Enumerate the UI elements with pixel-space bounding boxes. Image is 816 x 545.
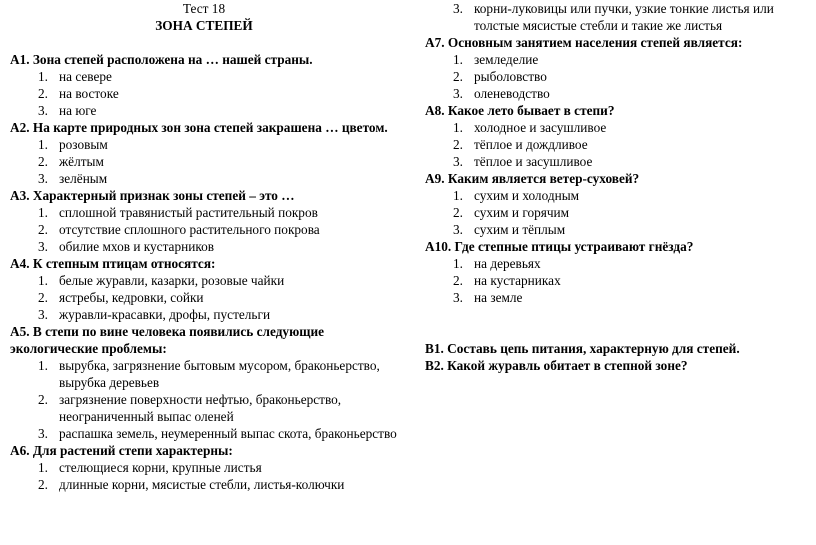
option-number: 1. <box>453 120 463 135</box>
option-number: 3. <box>38 103 48 118</box>
option-text: на севере <box>59 69 112 84</box>
answer-options <box>425 187 805 238</box>
a6-continued-options <box>425 0 805 34</box>
left-question-list <box>10 51 398 493</box>
answer-option <box>10 476 398 493</box>
option-number: 2. <box>38 290 48 305</box>
answer-option <box>10 306 398 323</box>
option-number: 1. <box>38 460 48 475</box>
option-number: 3. <box>453 86 463 101</box>
option-text: сухим и горячим <box>474 205 570 220</box>
option-number: 3. <box>38 171 48 186</box>
answer-option <box>10 238 398 255</box>
right-question-list <box>425 34 805 306</box>
option-number: 2. <box>453 69 463 84</box>
option-number: 2. <box>38 477 48 492</box>
option-number: 1. <box>38 205 48 220</box>
option-text: журавли-красавки, дрофы, пустельги <box>59 307 271 322</box>
answer-option <box>10 459 398 476</box>
option-text: сухим и холодным <box>474 188 580 203</box>
answer-option <box>10 289 398 306</box>
option-number: 3. <box>453 290 463 305</box>
question-heading: А5. В степи по вине человека появились следующие экологические проблемы: <box>10 324 325 356</box>
question-heading: А3. Характерный признак зоны степей – это … <box>10 188 295 203</box>
answer-option <box>10 170 398 187</box>
option-number: 1. <box>38 69 48 84</box>
answer-option <box>425 204 805 221</box>
option-text: на деревьях <box>474 256 541 271</box>
test-topic: ЗОНА СТЕПЕЙ <box>155 18 253 33</box>
option-text: тёплое и дождливое <box>474 137 588 152</box>
answer-options <box>10 136 398 187</box>
option-number: 2. <box>38 392 48 407</box>
answer-options <box>425 119 805 170</box>
option-text: рыболовство <box>474 69 547 84</box>
option-text: обилие мхов и кустарников <box>59 239 215 254</box>
answer-option <box>10 153 398 170</box>
answer-option <box>425 221 805 238</box>
option-text: на востоке <box>59 86 119 101</box>
answer-options <box>425 255 805 306</box>
option-number: 2. <box>38 222 48 237</box>
test-number: Тест 18 <box>182 1 226 16</box>
answer-option <box>425 136 805 153</box>
right-column <box>425 0 805 374</box>
option-text: розовым <box>59 137 108 152</box>
option-text: зелёным <box>59 171 108 186</box>
question-b2: В2. Какой журавль обитает в степной зоне? <box>425 358 688 373</box>
option-text: на земле <box>474 290 523 305</box>
answer-option <box>425 85 805 102</box>
answer-options <box>10 204 398 255</box>
answer-option <box>425 272 805 289</box>
answer-option <box>10 357 398 391</box>
answer-option <box>425 119 805 136</box>
answer-option <box>425 153 805 170</box>
answer-option <box>10 425 398 442</box>
answer-option <box>10 272 398 289</box>
option-number: 1. <box>453 188 463 203</box>
option-text: жёлтым <box>59 154 104 169</box>
option-number: 3. <box>38 307 48 322</box>
answer-option <box>10 391 398 425</box>
answer-options <box>10 272 398 323</box>
answer-option <box>425 187 805 204</box>
answer-options <box>10 459 398 493</box>
answer-option <box>10 221 398 238</box>
answer-option <box>10 85 398 102</box>
option-number: 3. <box>38 426 48 441</box>
question-heading: А7. Основным занятием населения степей является: <box>425 35 743 50</box>
answer-option <box>425 68 805 85</box>
option-number: 1. <box>38 358 48 373</box>
answer-option <box>10 68 398 85</box>
answer-option <box>425 255 805 272</box>
option-text: распашка земель, неумеренный выпас скота, браконьерство <box>59 426 397 441</box>
question-heading: А8. Какое лето бывает в степи? <box>425 103 615 118</box>
option-text: вырубка, загрязнение бытовым мусором, браконьерство, вырубка деревьев <box>59 358 380 390</box>
option-number: 2. <box>38 154 48 169</box>
option-text: загрязнение поверхности нефтью, браконьерство, неограниченный выпас оленей <box>59 392 342 424</box>
option-number: 1. <box>38 137 48 152</box>
option-text: на кустарниках <box>474 273 561 288</box>
answer-option <box>10 204 398 221</box>
option-number: 2. <box>453 205 463 220</box>
answer-options <box>10 68 398 119</box>
option-text: оленеводство <box>474 86 550 101</box>
option-text: земледелие <box>474 52 539 67</box>
option-number: 2. <box>38 86 48 101</box>
answer-option <box>10 136 398 153</box>
option-number: 3. <box>38 239 48 254</box>
option-text: ястребы, кедровки, сойки <box>59 290 204 305</box>
option-number: 2. <box>453 137 463 152</box>
a6-option-3: 3. корни-луковицы или пучки, узкие тонкие листья или толстые мясистые стебли и такие же листья <box>453 1 774 33</box>
option-number: 2. <box>453 273 463 288</box>
left-column <box>10 0 398 493</box>
option-text: холодное и засушливое <box>474 120 607 135</box>
option-text: отсутствие сплошного растительного покрова <box>59 222 320 237</box>
answer-option <box>425 51 805 68</box>
answer-options <box>10 357 398 442</box>
option-number: 3. <box>453 222 463 237</box>
question-heading: А6. Для растений степи характерны: <box>10 443 233 458</box>
answer-option <box>425 289 805 306</box>
option-text: на юге <box>59 103 97 118</box>
option-text: стелющиеся корни, крупные листья <box>59 460 262 475</box>
option-number: 1. <box>453 52 463 67</box>
question-heading: А9. Каким является ветер-суховей? <box>425 171 640 186</box>
question-b1: В1. Составь цепь питания, характерную для степей. <box>425 341 740 356</box>
question-heading: А10. Где степные птицы устраивают гнёзда? <box>425 239 694 254</box>
question-heading: А1. Зона степей расположена на … нашей страны. <box>10 52 313 67</box>
option-text: сплошной травянистый растительный покров <box>59 205 318 220</box>
option-text: тёплое и засушливое <box>474 154 593 169</box>
option-number: 3. <box>453 154 463 169</box>
question-heading: А2. На карте природных зон зона степей закрашена … цветом. <box>10 120 388 135</box>
question-heading: А4. К степным птицам относятся: <box>10 256 216 271</box>
option-number: 1. <box>38 273 48 288</box>
option-number: 1. <box>453 256 463 271</box>
option-text: белые журавли, казарки, розовые чайки <box>59 273 285 288</box>
option-text: сухим и тёплым <box>474 222 566 237</box>
answer-options <box>425 51 805 102</box>
answer-option <box>10 102 398 119</box>
option-text: длинные корни, мясистые стебли, листья-колючки <box>59 477 345 492</box>
